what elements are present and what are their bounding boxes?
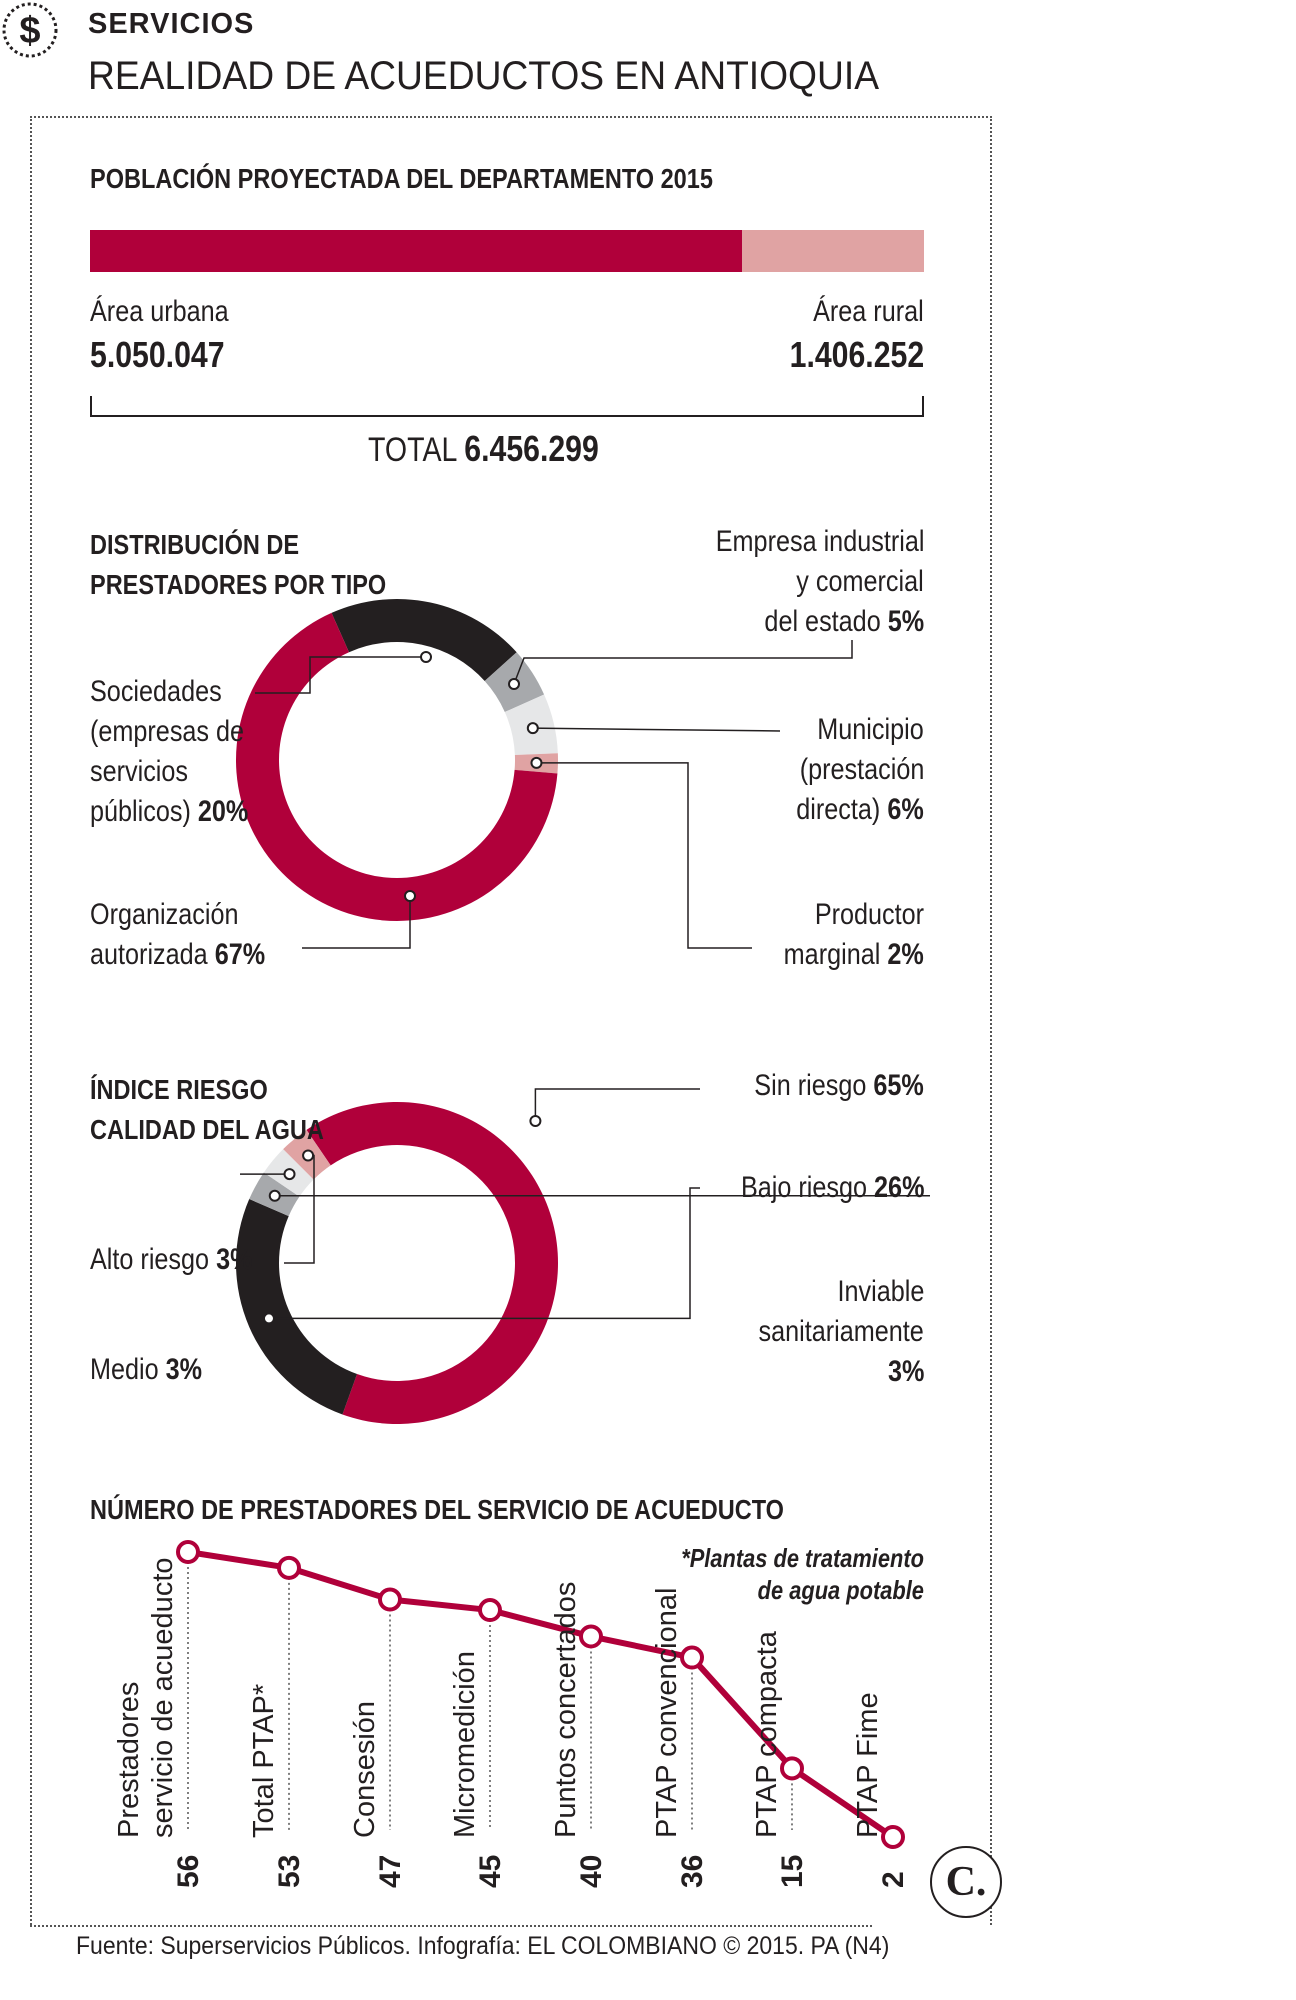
- line-point: [380, 1590, 400, 1610]
- line-point: [682, 1648, 702, 1668]
- value-label: 45: [474, 1854, 507, 1888]
- category-label: Consesión: [349, 1700, 381, 1838]
- leader-dot: [405, 891, 415, 901]
- leader-dot: [303, 1151, 313, 1161]
- value-label: 56: [172, 1854, 205, 1888]
- label-inviable: Inviable sanitariamente 3%: [758, 1275, 924, 1388]
- leader-dot: [270, 1191, 280, 1201]
- value-label: 2: [877, 1871, 910, 1888]
- total-value: 6.456.299: [464, 428, 599, 469]
- category-label: PTAP Fime: [852, 1692, 884, 1838]
- label-empresa: Empresa industrial y comercial del estado 5%: [715, 525, 924, 638]
- leader-line: [535, 1089, 700, 1121]
- prestadores-title: NÚMERO DE PRESTADORES DEL SERVICIO DE ACUEDUCTO: [90, 1494, 784, 1525]
- footer-source: Fuente: Superservicios Públicos. Infografía: EL COLOMBIANO © 2015. PA (N4): [76, 1932, 890, 1960]
- line-point: [782, 1758, 802, 1778]
- value-label: 15: [776, 1854, 809, 1888]
- category-label: servicio de acueducto: [147, 1557, 179, 1838]
- leader-dot: [528, 723, 538, 733]
- category-label: Micromedición: [449, 1651, 481, 1838]
- label-municipio: Municipio (prestación directa) 6%: [796, 713, 924, 826]
- value-label: 53: [273, 1854, 306, 1888]
- leader-line: [514, 640, 852, 684]
- leader-dot: [530, 1116, 540, 1126]
- label-sin-riesgo: Sin riesgo 65%: [754, 1069, 924, 1102]
- riesgo-title: ÍNDICE RIESGO CALIDAD DEL AGUA: [90, 1074, 324, 1145]
- poblacion-title: POBLACIÓN PROYECTADA DEL DEPARTAMENTO 2015: [90, 163, 713, 194]
- value-label: 40: [575, 1854, 608, 1888]
- line-point: [480, 1600, 500, 1620]
- category-label: Prestadores: [113, 1681, 145, 1838]
- category-label: PTAP compacta: [751, 1631, 783, 1838]
- logo: C.: [930, 1846, 1002, 1918]
- line-point: [279, 1558, 299, 1578]
- label-bajo-riesgo: Bajo riesgo 26%: [740, 1171, 924, 1204]
- svg-text:$: $: [19, 10, 41, 52]
- ptap-note: *Plantas de tratamiento de agua potable: [681, 1543, 924, 1605]
- section-label: SERVICIOS: [88, 8, 255, 40]
- riesgo-slice: [236, 1199, 357, 1414]
- leader-dot: [509, 679, 519, 689]
- category-label: Puntos concertados: [550, 1581, 582, 1838]
- label-alto-riesgo: Alto riesgo 3%: [90, 1243, 253, 1276]
- leader-dot: [421, 652, 431, 662]
- total-label: TOTAL: [368, 431, 457, 469]
- distribucion-slice: [332, 599, 517, 681]
- leader-line: [536, 763, 752, 948]
- category-label: PTAP convencional: [651, 1587, 683, 1838]
- line-point: [883, 1827, 903, 1847]
- line-point: [581, 1626, 601, 1646]
- label-productor: Productor marginal 2%: [783, 898, 924, 971]
- leader-line: [533, 728, 780, 731]
- line-point: [178, 1542, 198, 1562]
- urban-label: Área urbana: [90, 295, 229, 328]
- label-medio: Medio 3%: [90, 1353, 203, 1386]
- distribucion-title: DISTRIBUCIÓN DE PRESTADORES POR TIPO: [90, 529, 387, 600]
- label-sociedades: Sociedades (empresas de servicios públicos) 20%: [90, 675, 249, 828]
- label-organizacion: Organización autorizada 67%: [90, 898, 266, 971]
- rural-value: 1.406.252: [789, 334, 924, 375]
- leader-dot: [264, 1313, 274, 1323]
- leader-dot: [531, 758, 541, 768]
- value-label: 36: [676, 1854, 709, 1888]
- leader-line: [269, 1188, 700, 1318]
- rural-label: Área rural: [813, 295, 924, 328]
- urban-value: 5.050.047: [90, 334, 225, 375]
- leader-dot: [285, 1169, 295, 1179]
- value-label: 47: [374, 1854, 407, 1888]
- category-label: Total PTAP*: [248, 1683, 280, 1838]
- page-title: REALIDAD DE ACUEDUCTOS EN ANTIOQUIA: [88, 54, 880, 98]
